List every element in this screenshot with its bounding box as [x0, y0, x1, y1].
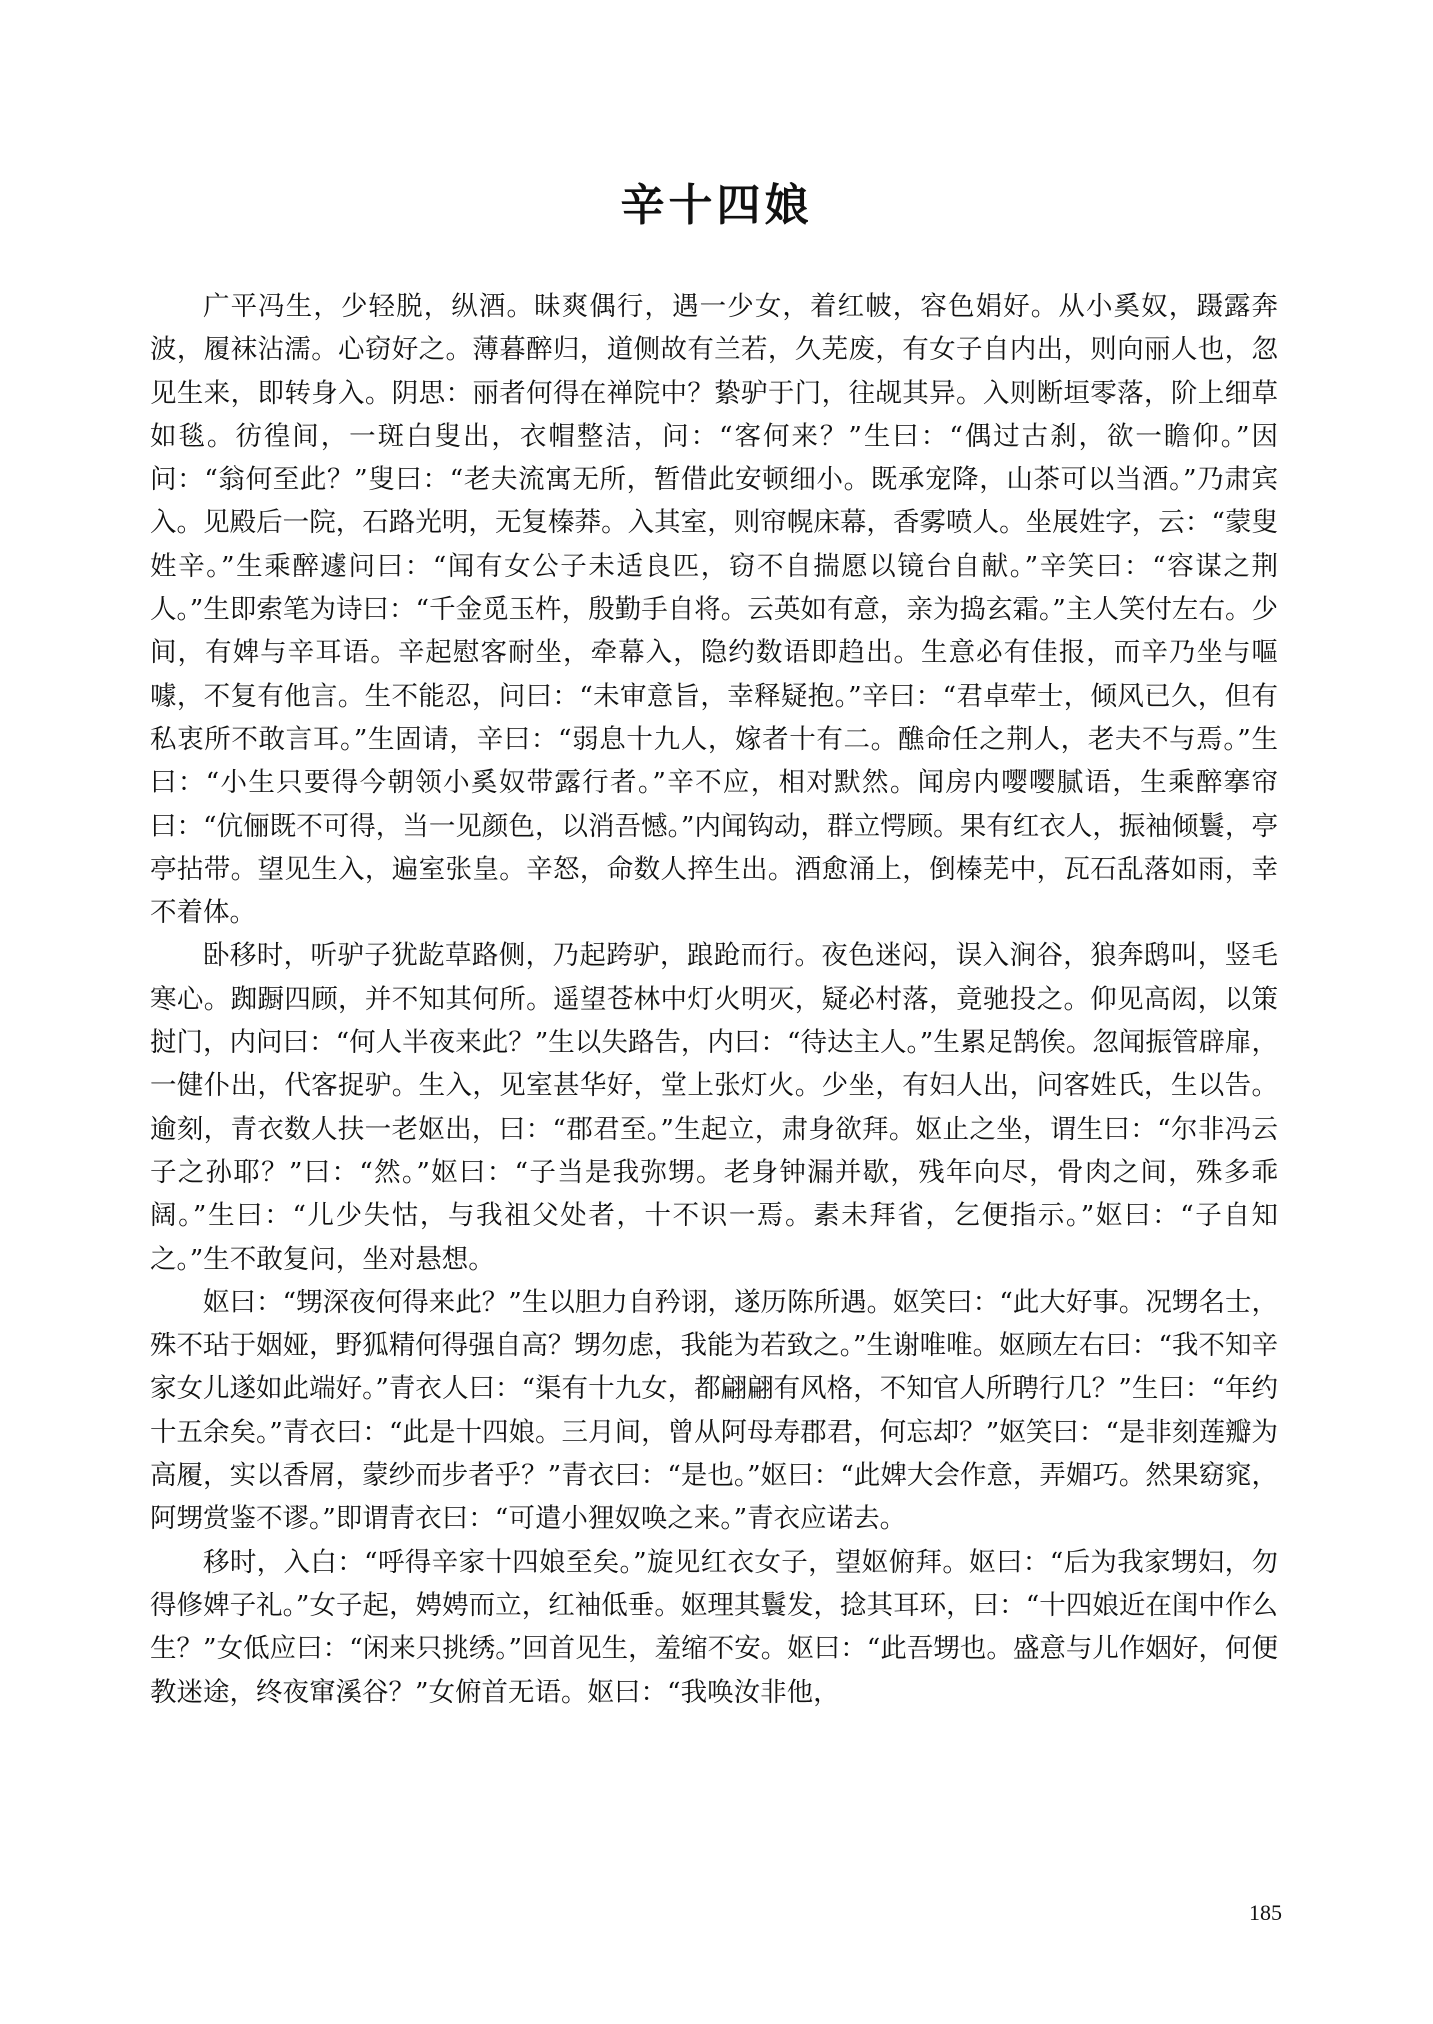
page-number: 185: [1249, 1900, 1282, 1925]
paragraph: 妪曰：“甥深夜何得来此？”生以胆力自矜诩，遂历陈所遇。妪笑曰：“此大好事。况甥名士，殊不玷于姻娅，野狐精何得强自高？甥勿虑，我能为若致之。”生谢唯唯。妪顾左右曰：“我不知辛家女儿遂如此端好。”青衣人曰：“渠有十九女，都翩翩有风格，不知官人所聘行几？”生曰：“年约十五余矣。”青衣曰：“此是十四娘。三月间，曾从阿母寿郡君，何忘却？”妪笑曰：“是非刻莲瓣为高履，实以香屑，蒙纱而步者乎？”青衣曰：“是也。”妪曰：“此婢大会作意，弄媚巧。然果窈窕，阿甥赏鉴不谬。”即谓青衣曰：“可遣小狸奴唤之来。”青衣应诺去。: [150, 1286, 1278, 1535]
body-text: [150, 285, 1278, 1714]
chapter-title: 辛十四娘: [620, 180, 813, 231]
paragraph: 卧移时，听驴子犹龁草路侧，乃起跨驴，踉跄而行。夜色迷闷，误入涧谷，狼奔鸱叫，竖毛寒心。踟蹰四顾，并不知其何所。遥望苍林中灯火明灭，疑必村落，竟驰投之。仰见高闳，以策挝门，内问曰：“何人半夜来此？”生以失路告，内曰：“待达主人。”生累足鹄俟。忽闻振管辟扉，一健仆出，代客捉驴。生入，见室甚华好，堂上张灯火。少坐，有妇人出，问客姓氏，生以告。逾刻，青衣数人扶一老妪出，曰：“郡君至。”生起立，肃身欲拜。妪止之坐，谓生曰：“尔非冯云子之孙耶？”曰：“然。”妪曰：“子当是我弥甥。老身钟漏并歇，残年向尽，骨肉之间，殊多乖阔。”生曰：“儿少失怙，与我祖父处者，十不识一焉。素未拜省，乞便指示。”妪曰：“子自知之。”生不敢复问，坐对悬想。: [150, 940, 1278, 1275]
paragraph: 移时，入白：“呼得辛家十四娘至矣。”旋见红衣女子，望妪俯拜。妪曰：“后为我家甥妇，勿得修婢子礼。”女子起，娉娉而立，红袖低垂。妪理其鬟发，捻其耳环，曰：“十四娘近在闺中作么生？”女低应曰：“闲来只挑绣。”回首见生，羞缩不安。妪曰：“此吾甥也。盛意与儿作姻好，何便教迷途，终夜窜溪谷？”女俯首无语。妪曰：“我唤汝非他，: [150, 1546, 1278, 1708]
paragraph: 广平冯生，少轻脱，纵酒。昧爽偶行，遇一少女，着红帔，容色娟好。从小奚奴，蹑露奔波，履袜沾濡。心窃好之。薄暮醉归，道侧故有兰若，久芜废，有女子自内出，则向丽人也，忽见生来，即转身入。阴思：丽者何得在禅院中？絷驴于门，往觇其异。入则断垣零落，阶上细草如毯。彷徨间，一斑白叟出，衣帽整洁，问：“客何来？”生曰：“偶过古刹，欲一瞻仰。”因问：“翁何至此？”叟曰：“老夫流寓无所，暂借此安顿细小。既承宠降，山茶可以当酒。”乃肃宾入。见殿后一院，石路光明，无复榛莽。入其室，则帘幌床幕，香雾喷人。坐展姓字，云：“蒙叟姓辛。”生乘醉遽问曰：“闻有女公子未适良匹，窃不自揣愿以镜台自献。”辛笑曰：“容谋之荆人。”生即索笔为诗曰：“千金觅玉杵，殷勤手自将。云英如有意，亲为捣玄霜。”主人笑付左右。少间，有婢与辛耳语。辛起慰客耐坐，牵幕入，隐约数语即趋出。生意必有佳报，而辛乃坐与嘔噱，不复有他言。生不能忍，问曰：“未审意旨，幸释疑抱。”辛曰：“君卓荦士，倾风已久，但有私衷所不敢言耳。”生固请，辛曰：“弱息十九人，嫁者十有二。醮命任之荆人，老夫不与焉。”生曰：“小生只要得今朝领小奚奴带露行者。”辛不应，相对默然。闻房内嘤嘤腻语，生乘醉搴帘曰：“伉俪既不可得，当一见颜色，以消吾憾。”内闻钩动，群立愕顾。果有红衣人，振袖倾鬟，亭亭拈带。望见生入，遍室张皇。辛怒，命数人捽生出。酒愈涌上，倒榛芜中，瓦石乱落如雨，幸不着体。: [150, 291, 1278, 929]
